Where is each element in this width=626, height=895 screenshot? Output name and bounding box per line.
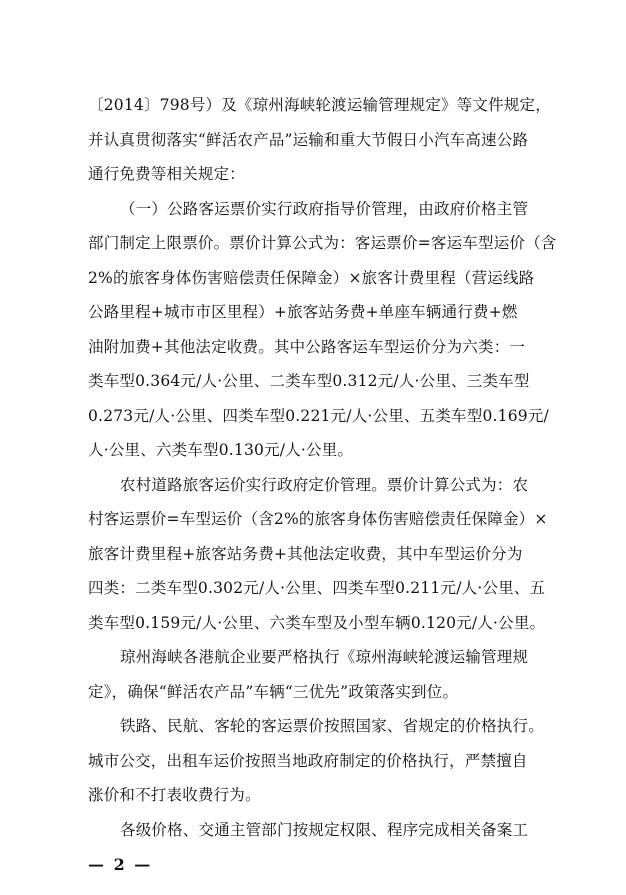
text-line: 0.273元/人·公里、四类车型0.221元/人·公里、五类车型0.169元/ [88,407,549,425]
text-line: 类车型0.159元/人·公里、六类车型及小型车辆0.120元/人·公里。 [88,614,546,632]
text-line: 公路里程+城市市区里程）+旅客站务费+单座车辆通行费+燃 [88,303,518,321]
text-line: 部门制定上限票价。票价计算公式为：客运票价=客运车型运价（含 [88,234,557,252]
text-line: 类车型0.364元/人·公里、二类车型0.312元/人·公里、三类车型 [88,372,530,390]
text-line: 〔2014〕798号）及《琼州海峡轮渡运输管理规定》等文件规定， [88,96,551,114]
text-line: 旅客计费里程+旅客站务费+其他法定收费，其中车型运价分为 [88,545,523,563]
text-line: 人·公里、六类车型0.130元/人·公里。 [88,441,354,459]
paragraph-start-line: 铁路、民航、客轮的客运票价按照国家、省规定的价格执行。 [120,717,544,735]
text-line: 2%的旅客身体伤害赔偿责任保障金）×旅客计费里程（营运线路 [88,269,535,287]
text-line: 涨价和不打表收费行为。 [88,786,261,804]
text-line: 定》，确保“鲜活农产品”车辆“三优先”政策落实到位。 [88,683,459,701]
paragraph-start-line: （一）公路客运票价实行政府指导价管理，由政府价格主管 [120,200,529,218]
text-line: 四类：二类车型0.302元/人·公里、四类车型0.211元/人·公里、五 [88,579,546,597]
text-line: 村客运票价=车型运价（含2%的旅客身体伤害赔偿责任保障金）× [88,510,548,528]
text-line: 通行免费等相关规定： [88,165,246,183]
text-line: 并认真贯彻落实“鲜活农产品”运输和重大节假日小汽车高速公路 [88,131,529,149]
text-line: 城市公交，出租车运价按照当地政府制定的价格执行，严禁擅自 [88,752,528,770]
paragraph-start-line: 琼州海峡各港航企业要严格执行《琼州海峡轮渡运输管理规 [120,648,529,666]
page-number: — 2 — [88,855,153,874]
paragraph-start-line: 农村道路旅客运价实行政府定价管理。票价计算公式为：农 [120,476,529,494]
paragraph-start-line: 各级价格、交通主管部门按规定权限、程序完成相关备案工 [120,821,529,839]
text-line: 油附加费+其他法定收费。其中公路客运车型运价分为六类：一 [88,338,526,356]
